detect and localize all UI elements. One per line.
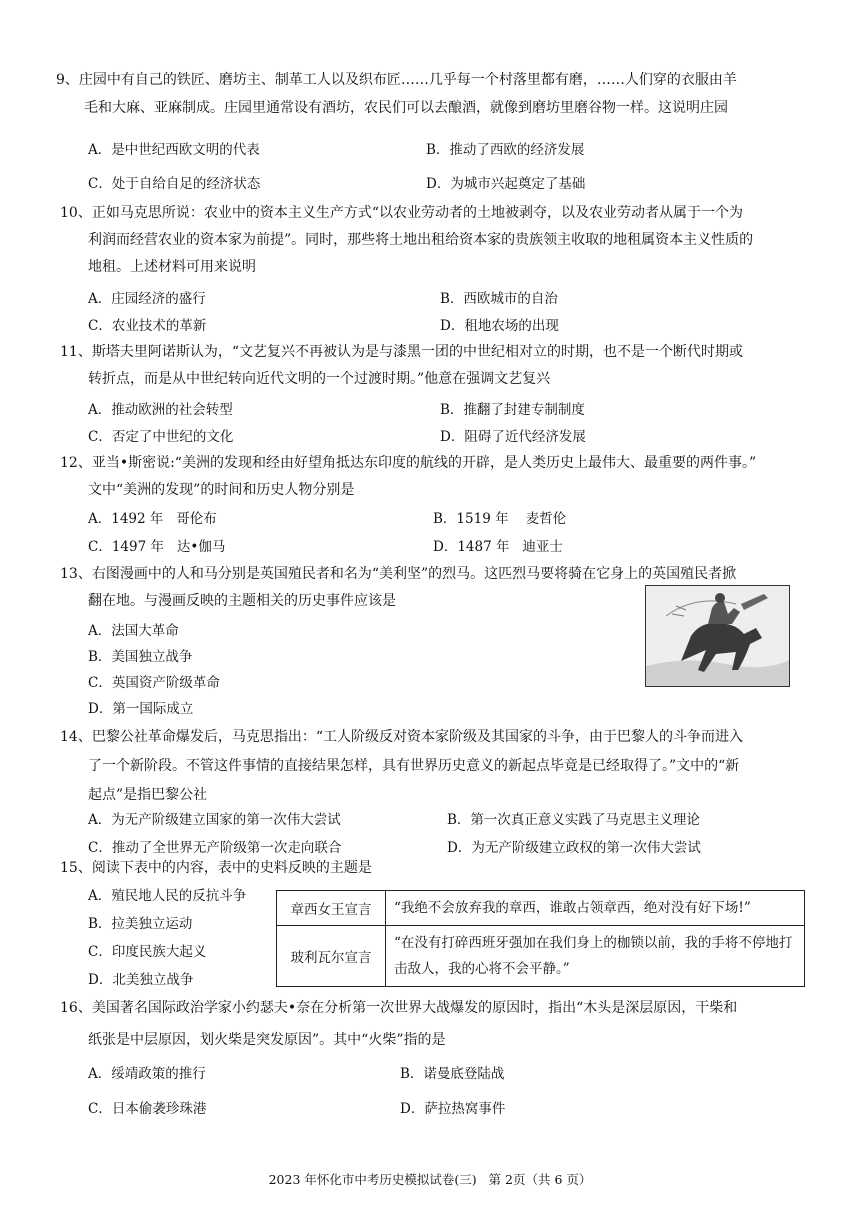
- question-15: [60, 854, 800, 882]
- option-c[interactable]: C．农业技术的革新: [88, 318, 207, 334]
- question-10: [60, 200, 800, 281]
- question-stem: 转折点，而是从中世纪转向近代文明的一个过渡时期。”他意在强调文艺复兴: [88, 371, 551, 387]
- option-b[interactable]: B．1519 年 麦哲伦: [433, 511, 567, 527]
- question-12: [60, 450, 800, 504]
- option-c[interactable]: C．英国资产阶级革命: [88, 675, 220, 691]
- question-stem: 起点”是指巴黎公社: [88, 787, 208, 803]
- question-stem: 地租。上述材料可用来说明: [88, 259, 256, 275]
- question-stem: 翻在地。与漫画反映的主题相关的历史事件应该是: [88, 593, 396, 609]
- option-b[interactable]: B．第一次真正意义实践了马克思主义理论: [447, 812, 700, 828]
- option-b[interactable]: B．美国独立战争: [88, 649, 193, 665]
- question-stem: 利润而经营农业的资本家为前提”。同时，那些将土地出租给资本家的贵族领主收取的地租属资本主义性质的: [88, 232, 754, 248]
- question-stem: 9、庄园中有自己的铁匠、磨坊主、制革工人以及织布匠……几乎每一个村落里都有磨，……人们穿的衣服由羊: [56, 72, 737, 88]
- horse-rider-cartoon-image: [645, 585, 790, 687]
- option-d[interactable]: D．租地农场的出现: [440, 318, 559, 334]
- option-a[interactable]: A．推动欧洲的社会转型: [88, 402, 233, 418]
- question-stem: 毛和大麻、亚麻制成。庄园里通常设有酒坊，农民们可以去酿酒，就像到磨坊里磨谷物一样。这说明庄园: [84, 100, 728, 116]
- option-d[interactable]: D．为无产阶级建立政权的第一次伟大尝试: [447, 840, 701, 856]
- option-d[interactable]: D．1487 年 迪亚士: [433, 539, 563, 555]
- question-stem: 15、阅读下表中的内容，表中的史料反映的主题是: [60, 860, 372, 876]
- question-stem: 纸张是中层原因，划火柴是突发原因”。其中“火柴”指的是: [88, 1032, 446, 1048]
- table-cell: “在没有打碎西班牙强加在我们身上的枷锁以前，我的手将不停地打击敌人，我的心将不会平静。”: [386, 926, 805, 987]
- option-a[interactable]: A．庄园经济的盛行: [88, 291, 206, 307]
- option-d[interactable]: D．第一国际成立: [88, 701, 194, 717]
- option-b[interactable]: B．推动了西欧的经济发展: [426, 142, 585, 158]
- option-c[interactable]: C．处于自给自足的经济状态: [88, 176, 261, 192]
- question-9: [56, 66, 800, 122]
- option-b[interactable]: B．西欧城市的自治: [440, 291, 558, 307]
- option-b[interactable]: B．诺曼底登陆战: [400, 1066, 505, 1082]
- question-stem: 11、斯塔夫里阿诺斯认为，“文艺复兴不再被认为是与漆黑一团的中世纪相对立的时期，也不是一个断代时期或: [60, 344, 743, 360]
- option-c[interactable]: C．印度民族大起义: [88, 944, 207, 960]
- option-a[interactable]: A．是中世纪西欧文明的代表: [88, 142, 260, 158]
- option-d[interactable]: D．萨拉热窝事件: [400, 1101, 506, 1117]
- option-d[interactable]: D．为城市兴起奠定了基础: [426, 176, 586, 192]
- page-footer: 2023 年怀化市中考历史模拟试卷(三) 第 2页（共 6 页）: [268, 1172, 592, 1187]
- option-c[interactable]: C．推动了全世界无产阶级第一次走向联合: [88, 840, 342, 856]
- question-stem: 了一个新阶段。不管这件事情的直接结果怎样，具有世界历史意义的新起点毕竟是已经取得了。”文中的“新: [88, 758, 740, 774]
- option-d[interactable]: D．北美独立战争: [88, 972, 194, 988]
- question-stem: 12、亚当•斯密说:“美洲的发现和经由好望角抵达东印度的航线的开辟，是人类历史上最伟大、最重要的两件事。”: [60, 455, 757, 471]
- option-c[interactable]: C．1497 年 达•伽马: [88, 539, 226, 555]
- option-a[interactable]: A．绥靖政策的推行: [88, 1066, 206, 1082]
- option-a[interactable]: A．殖民地人民的反抗斗争: [88, 888, 247, 904]
- table-cell: “我绝不会放弃我的章西，谁敢占领章西，绝对没有好下场!”: [386, 891, 805, 926]
- question-stem: 10、正如马克思所说：农业中的资本主义生产方式“以农业劳动者的土地被剥夺，以及农业劳动者从属于一个为: [60, 205, 743, 221]
- option-a[interactable]: A．法国大革命: [88, 623, 179, 639]
- source-material-table: [276, 890, 805, 987]
- question-16: [60, 992, 800, 1056]
- table-row: [277, 926, 805, 987]
- question-11: [60, 339, 800, 393]
- option-c[interactable]: C．日本偷袭珍珠港: [88, 1101, 207, 1117]
- table-row-header: 玻利瓦尔宣言: [277, 926, 386, 987]
- option-c[interactable]: C．否定了中世纪的文化: [88, 429, 234, 445]
- option-a[interactable]: A．1492 年 哥伦布: [88, 511, 217, 527]
- question-stem: 文中“美洲的发现”的时间和历史人物分别是: [88, 482, 355, 498]
- question-stem: 13、右图漫画中的人和马分别是英国殖民者和名为“美利坚”的烈马。这匹烈马要将骑在它身上的英国殖民者掀: [60, 566, 737, 582]
- table-row-header: 章西女王宣言: [277, 891, 386, 926]
- option-d[interactable]: D．阻碍了近代经济发展: [440, 429, 586, 445]
- table-row: [277, 891, 805, 926]
- option-b[interactable]: B．推翻了封建专制制度: [440, 402, 585, 418]
- option-b[interactable]: B．拉美独立运动: [88, 916, 193, 932]
- question-stem: 16、美国著名国际政治学家小约瑟夫•奈在分析第一次世界大战爆发的原因时，指出“木头是深层原因，干柴和: [60, 1000, 738, 1016]
- question-stem: 14、巴黎公社革命爆发后，马克思指出：“工人阶级反对资本家阶级及其国家的斗争，由于巴黎人的斗争而进入: [60, 729, 743, 745]
- question-14: [60, 723, 800, 810]
- option-a[interactable]: A．为无产阶级建立国家的第一次伟大尝试: [88, 812, 341, 828]
